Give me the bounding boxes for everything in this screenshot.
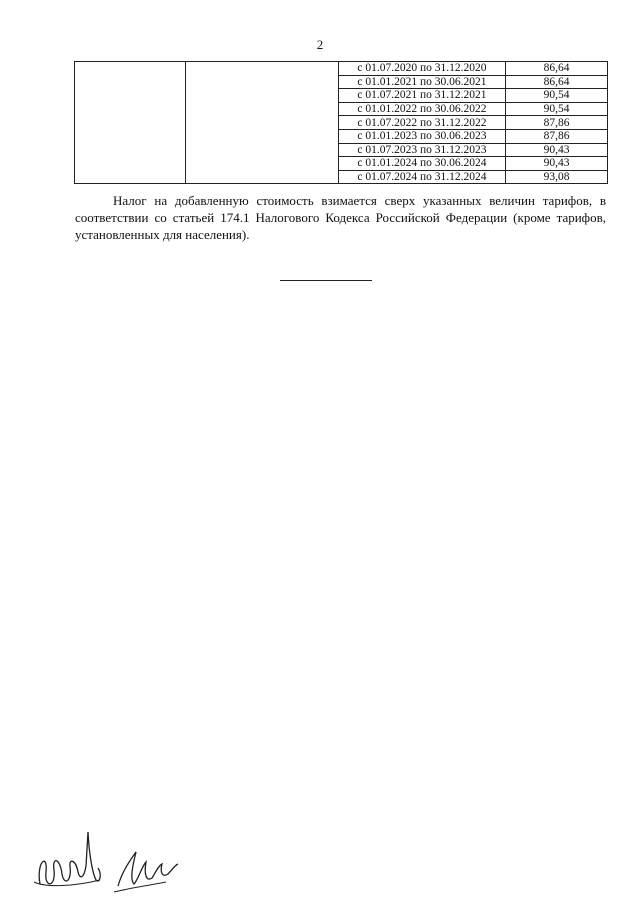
tariff-value-cell: 87,86 bbox=[506, 116, 608, 130]
vat-note bbox=[75, 192, 606, 243]
page-number: 2 bbox=[316, 37, 324, 52]
end-of-document-rule bbox=[280, 280, 372, 281]
tariff-value-cell: 86,64 bbox=[506, 75, 608, 89]
tariff-value-cell: 93,08 bbox=[506, 170, 608, 184]
empty-consumer-cell bbox=[186, 62, 339, 184]
tariff-period-cell: с 01.01.2021 по 30.06.2021 bbox=[339, 75, 506, 89]
tariff-value-cell: 90,43 bbox=[506, 157, 608, 171]
tariff-period-cell: с 01.07.2024 по 31.12.2024 bbox=[339, 170, 506, 184]
tariff-value-cell: 90,43 bbox=[506, 143, 608, 157]
tariff-value-cell: 90,54 bbox=[506, 89, 608, 103]
tariff-period-cell: с 01.07.2023 по 31.12.2023 bbox=[339, 143, 506, 157]
tariff-value-cell: 87,86 bbox=[506, 129, 608, 143]
tariff-period-cell: с 01.01.2023 по 30.06.2023 bbox=[339, 129, 506, 143]
tariff-period-cell: с 01.07.2021 по 31.12.2021 bbox=[339, 89, 506, 103]
tariff-period-cell: с 01.07.2020 по 31.12.2020 bbox=[339, 62, 506, 76]
handwritten-signatures-icon bbox=[26, 822, 186, 902]
tariff-table bbox=[74, 61, 608, 184]
tariff-period-cell: с 01.01.2022 по 30.06.2022 bbox=[339, 102, 506, 116]
empty-category-cell bbox=[75, 62, 186, 184]
tariff-period-cell: с 01.07.2022 по 31.12.2022 bbox=[339, 116, 506, 130]
tariff-row bbox=[75, 62, 608, 76]
tariff-value-cell: 86,64 bbox=[506, 62, 608, 76]
vat-note-text: Налог на добавленную стоимость взимается сверх указанных величин тарифов, в соответствии со статьей 174.1 Налогового Кодекса Российской Федерации (кроме тарифов, установленных для населения). bbox=[75, 193, 606, 242]
tariff-period-cell: с 01.01.2024 по 30.06.2024 bbox=[339, 157, 506, 171]
tariff-table-body bbox=[75, 62, 608, 184]
tariff-value-cell: 90,54 bbox=[506, 102, 608, 116]
